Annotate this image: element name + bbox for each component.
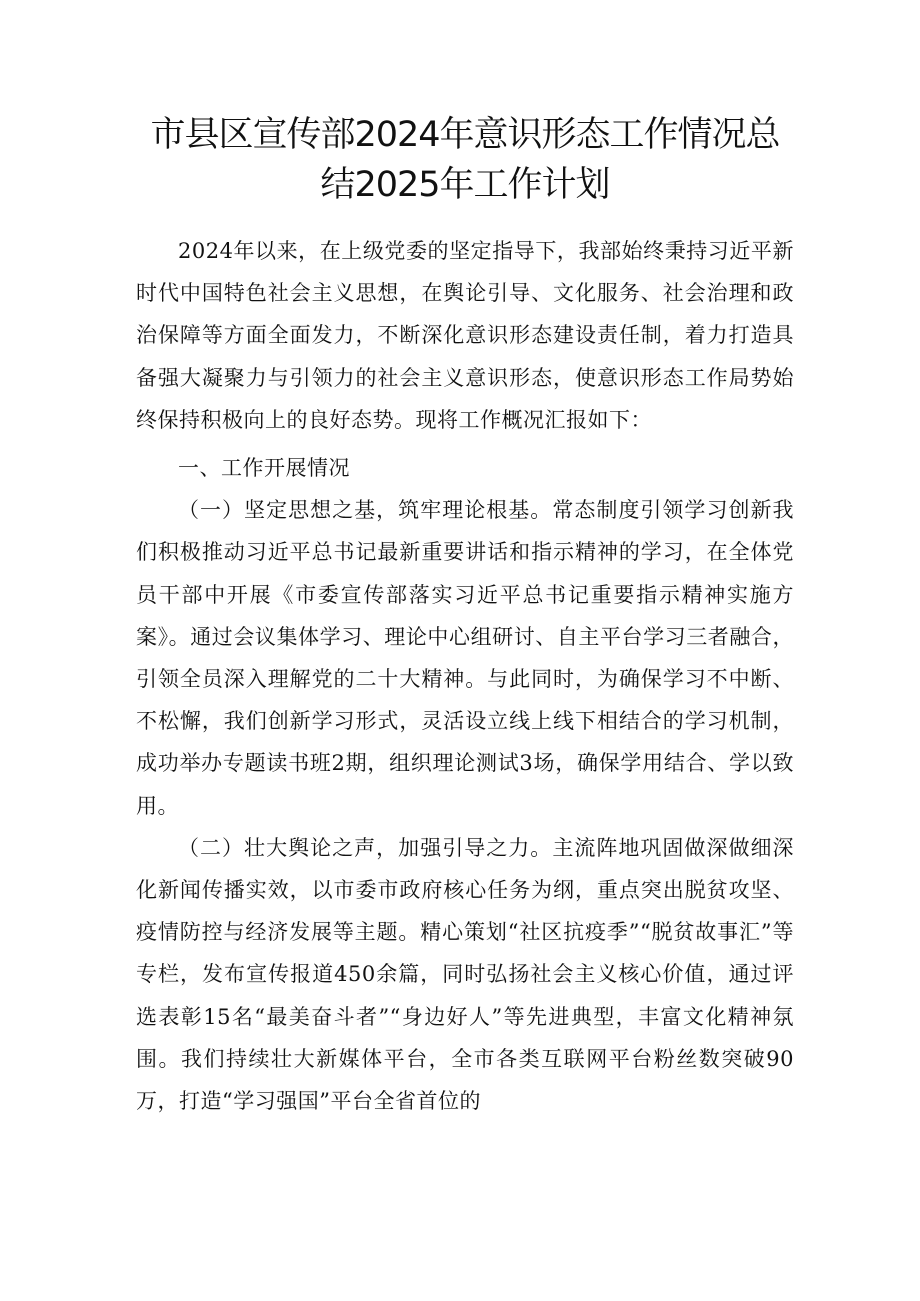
intro-paragraph: 2024年以来，在上级党委的坚定指导下，我部始终秉持习近平新时代中国特色社会主义思想，在舆论引导、文化服务、社会治理和政治保障等方面全面发力，不断深化意识形态建设责任制，着力打造具备强大凝聚力与引领力的社会主义意识形态，使意识形态工作局势始终保持积极向上的良好态势。现将工作概况汇报如下： — [136, 239, 794, 432]
paragraph-theory-study: （一）坚定思想之基，筑牢理论根基。常态制度引领学习创新我们积极推动习近平总书记最新重要讲话和指示精神的学习，在全体党员干部中开展《市委宣传部落实习近平总书记重要指示精神实施方案》。通过会议集体学习、理论中心组研讨、自主平台学习三者融合，引领全员深入理解党的二十大精神。与此同时，为确保学习不中断、不松懈，我们创新学习形式，灵活设立线上线下相结合的学习机制，成功举办专题读书班2期，组织理论测试3场，确保学用结合、学以致用。 — [136, 498, 794, 818]
section-heading-work-status: 一、工作开展情况 — [178, 456, 350, 481]
title-line-1: 市县区宣传部2024年意识形态工作情况总 — [150, 115, 780, 155]
document-title — [136, 110, 794, 210]
title-line-2: 结2025年工作计划 — [320, 165, 610, 205]
paragraph-public-opinion: （二）壮大舆论之声，加强引导之力。主流阵地巩固做深做细深化新闻传播实效，以市委市政府核心任务为纲，重点突出脱贫攻坚、疫情防控与经济发展等主题。精心策划“社区抗疫季”“脱贫故事汇”等专栏，发布宣传报道450余篇，同时弘扬社会主义核心价值，通过评选表彰15名“最美奋斗者”“身边好人”等先进典型，丰富文化精神氛围。我们持续壮大新媒体平台，全市各类互联网平台粉丝数突破90万，打造“学习强国”平台全省首位的 — [136, 835, 794, 1114]
